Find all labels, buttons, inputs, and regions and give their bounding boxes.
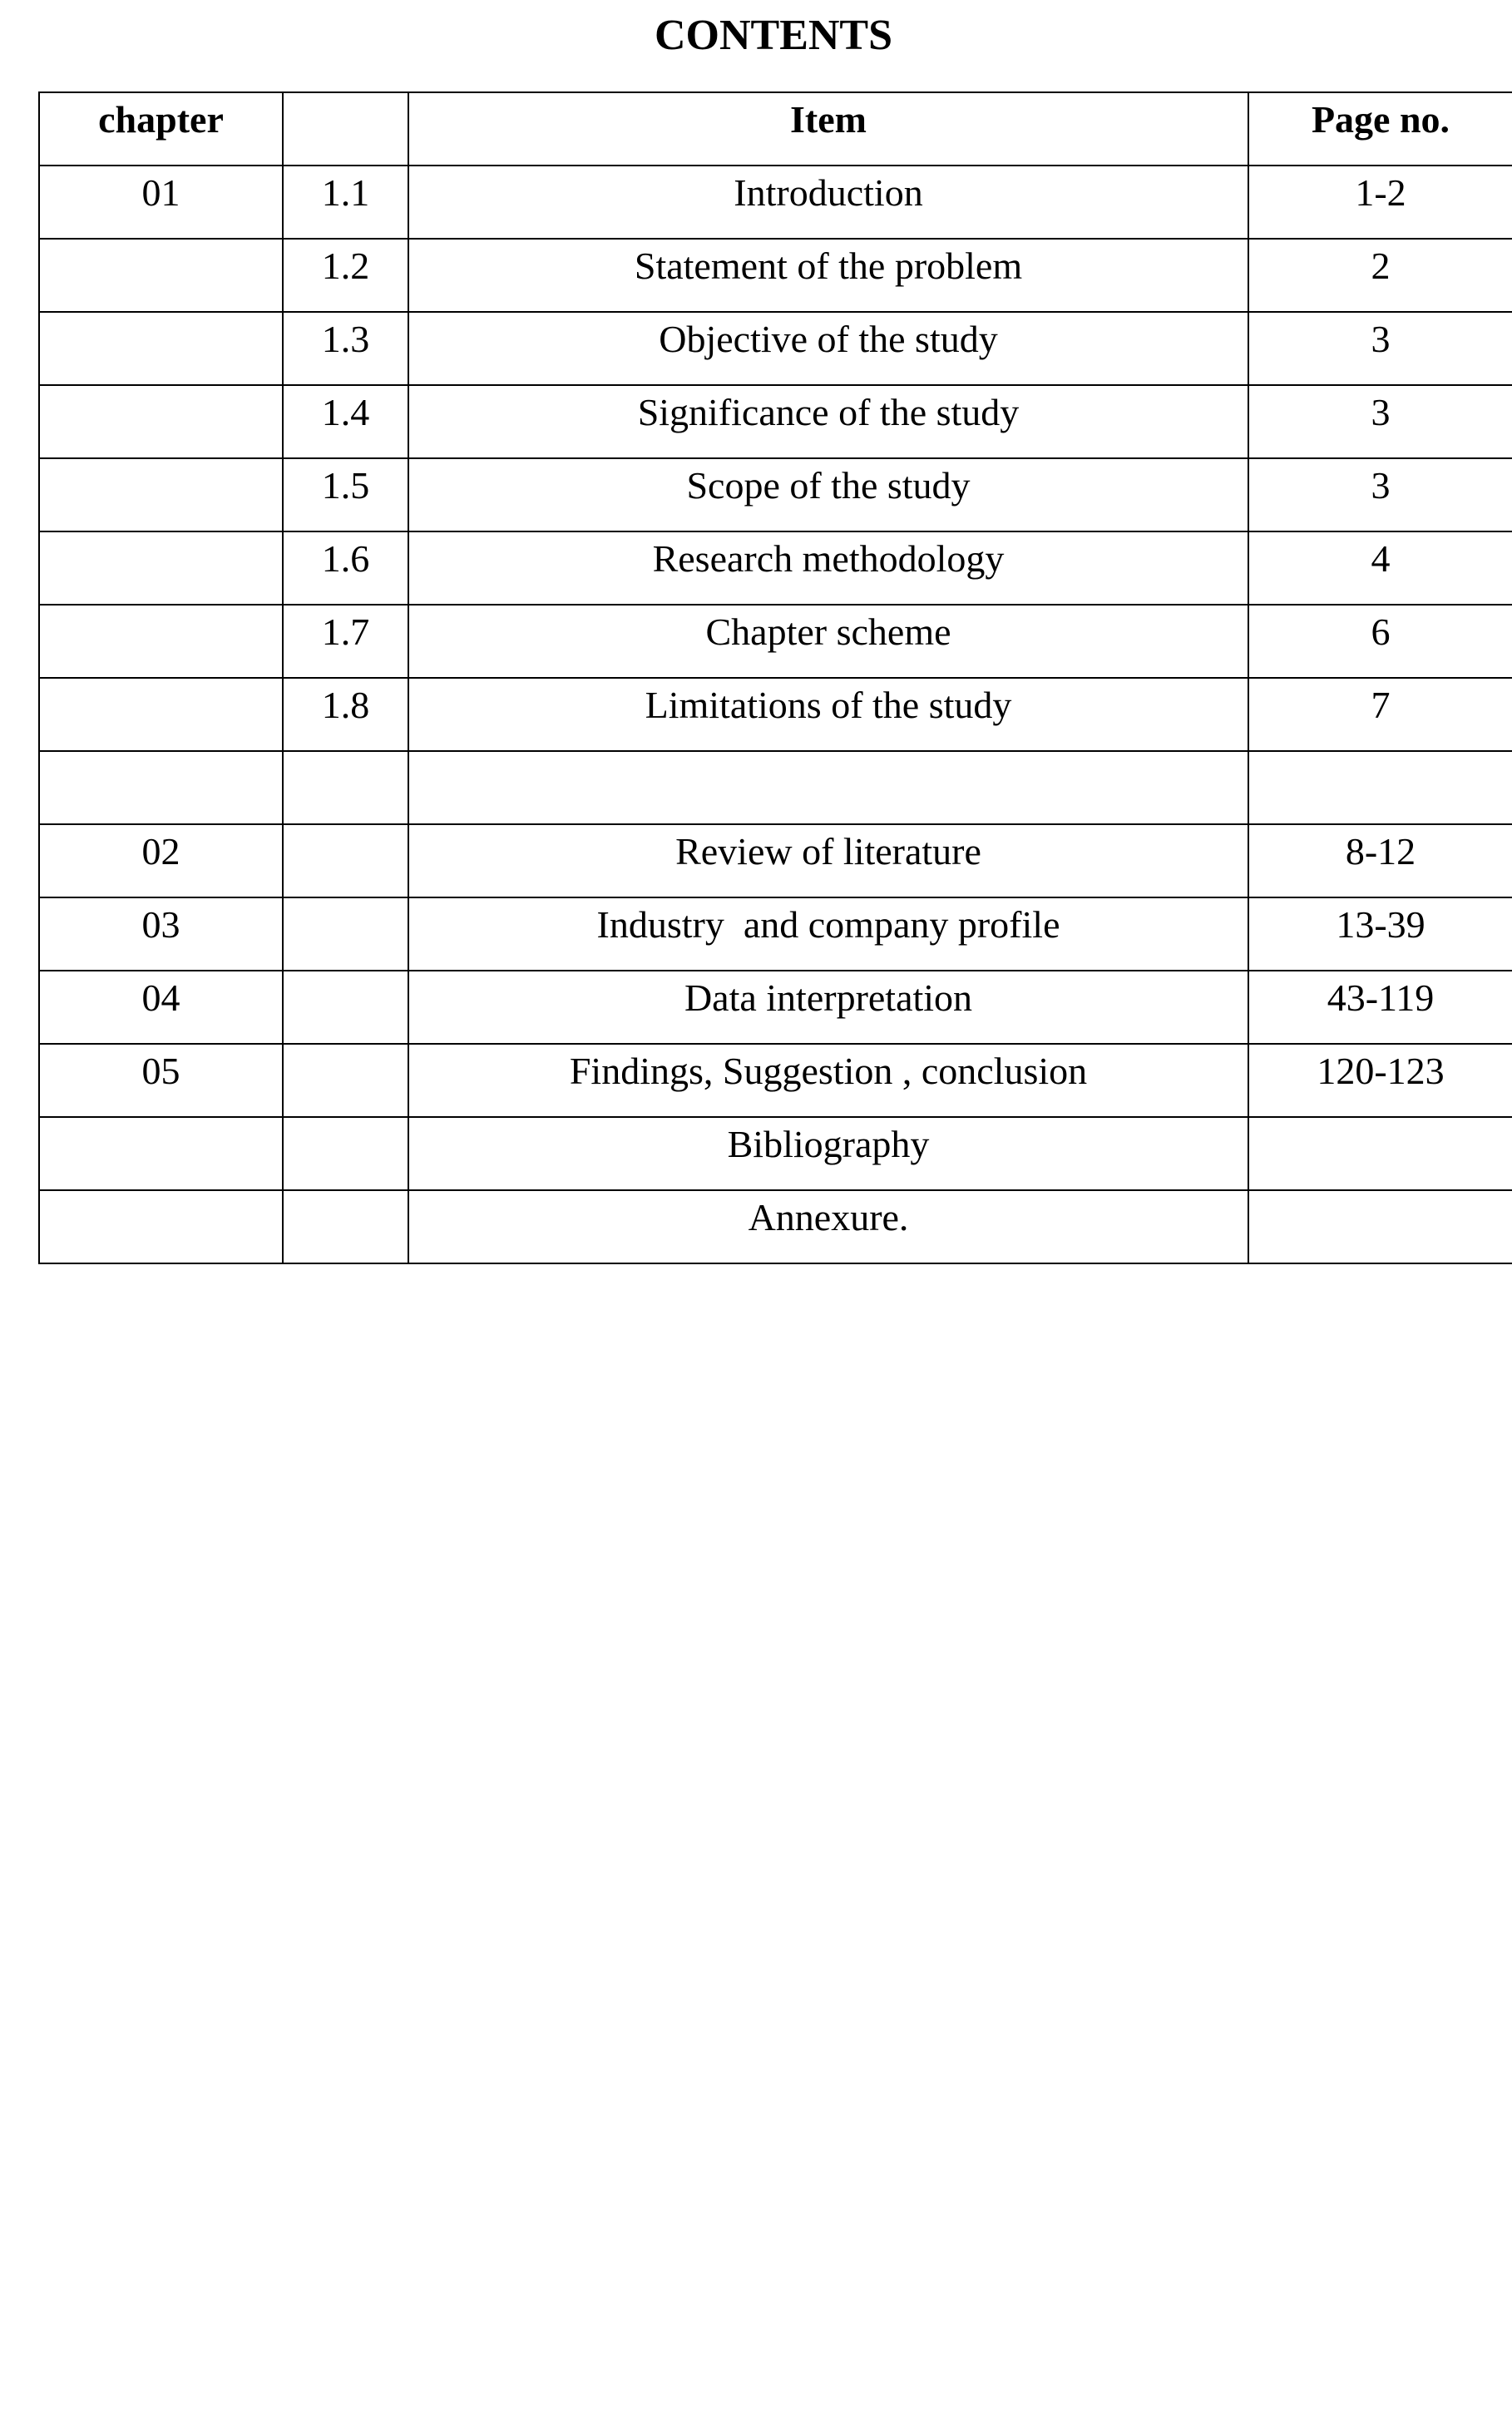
header-item: Item <box>408 92 1248 166</box>
header-row <box>39 92 1512 166</box>
table-row <box>39 1117 1512 1190</box>
page-cell: 3 <box>1248 385 1512 458</box>
section-cell <box>283 971 408 1044</box>
chapter-cell <box>39 605 283 678</box>
page-cell: 3 <box>1248 458 1512 531</box>
chapter-cell <box>39 678 283 751</box>
page-cell: 2 <box>1248 239 1512 312</box>
item-cell: Limitations of the study <box>408 678 1248 751</box>
section-cell <box>283 824 408 897</box>
table-row <box>39 1044 1512 1117</box>
section-cell: 1.2 <box>283 239 408 312</box>
chapter-cell <box>39 312 283 385</box>
item-cell: Research methodology <box>408 531 1248 605</box>
item-cell: Significance of the study <box>408 385 1248 458</box>
table-row <box>39 1190 1512 1263</box>
table-row <box>39 897 1512 971</box>
chapter-cell <box>39 751 283 824</box>
table-row <box>39 239 1512 312</box>
header-chapter: chapter <box>39 92 283 166</box>
header-page: Page no. <box>1248 92 1512 166</box>
page-cell: 13-39 <box>1248 897 1512 971</box>
table-row <box>39 385 1512 458</box>
table-row <box>39 678 1512 751</box>
table-row <box>39 166 1512 239</box>
page-cell: 7 <box>1248 678 1512 751</box>
item-cell: Statement of the problem <box>408 239 1248 312</box>
table-row <box>39 458 1512 531</box>
page-title: CONTENTS <box>654 12 893 59</box>
page-cell: 4 <box>1248 531 1512 605</box>
item-cell: Data interpretation <box>408 971 1248 1044</box>
item-cell: Industry and company profile <box>408 897 1248 971</box>
table-row <box>39 605 1512 678</box>
chapter-cell: 04 <box>39 971 283 1044</box>
table-row <box>39 824 1512 897</box>
page-cell: 6 <box>1248 605 1512 678</box>
section-cell: 1.6 <box>283 531 408 605</box>
chapter-cell: 05 <box>39 1044 283 1117</box>
header-section <box>283 92 408 166</box>
item-cell: Chapter scheme <box>408 605 1248 678</box>
page-cell: 1-2 <box>1248 166 1512 239</box>
item-cell: Objective of the study <box>408 312 1248 385</box>
chapter-cell: 01 <box>39 166 283 239</box>
page-cell: 120-123 <box>1248 1044 1512 1117</box>
page-cell <box>1248 1190 1512 1263</box>
chapter-cell <box>39 1190 283 1263</box>
item-cell <box>408 751 1248 824</box>
section-cell: 1.7 <box>283 605 408 678</box>
item-cell: Review of literature <box>408 824 1248 897</box>
chapter-cell <box>39 531 283 605</box>
section-cell <box>283 751 408 824</box>
section-cell <box>283 897 408 971</box>
chapter-cell: 03 <box>39 897 283 971</box>
section-cell: 1.1 <box>283 166 408 239</box>
page-cell <box>1248 751 1512 824</box>
table-row <box>39 531 1512 605</box>
section-cell <box>283 1117 408 1190</box>
chapter-cell <box>39 239 283 312</box>
item-cell: Findings, Suggestion , conclusion <box>408 1044 1248 1117</box>
section-cell: 1.8 <box>283 678 408 751</box>
section-cell: 1.4 <box>283 385 408 458</box>
section-cell: 1.3 <box>283 312 408 385</box>
table-row <box>39 971 1512 1044</box>
section-cell <box>283 1190 408 1263</box>
section-cell: 1.5 <box>283 458 408 531</box>
table-row <box>39 751 1512 824</box>
chapter-cell <box>39 1117 283 1190</box>
item-cell: Annexure. <box>408 1190 1248 1263</box>
page-cell: 43-119 <box>1248 971 1512 1044</box>
page-cell: 3 <box>1248 312 1512 385</box>
chapter-cell <box>39 458 283 531</box>
item-cell: Bibliography <box>408 1117 1248 1190</box>
contents-table <box>38 91 1512 1264</box>
section-cell <box>283 1044 408 1117</box>
chapter-cell: 02 <box>39 824 283 897</box>
chapter-cell <box>39 385 283 458</box>
table-row <box>39 312 1512 385</box>
page-cell <box>1248 1117 1512 1190</box>
page-cell: 8-12 <box>1248 824 1512 897</box>
item-cell: Introduction <box>408 166 1248 239</box>
item-cell: Scope of the study <box>408 458 1248 531</box>
